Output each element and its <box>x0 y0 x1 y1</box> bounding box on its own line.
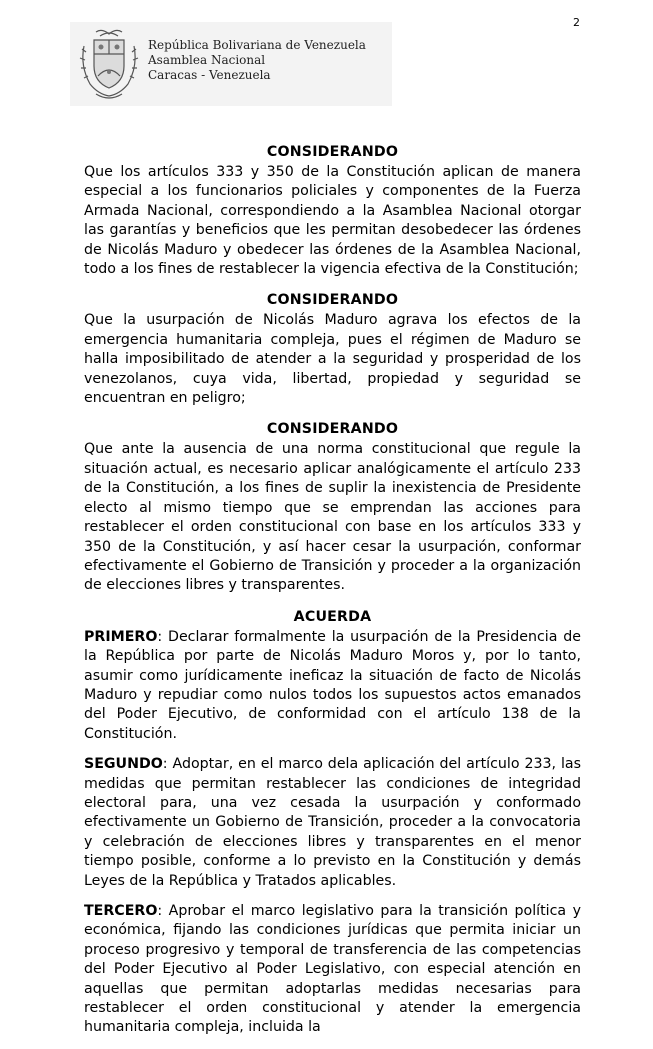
institution-line-1: República Bolivariana de Venezuela <box>148 38 366 52</box>
page-number: 2 <box>573 16 580 29</box>
considerando-paragraph-1: Que los artículos 333 y 350 de la Constitución aplican de manera especial a los funcionarios policiales y componentes de la Fuerza Armada Nacional, correspondiendo a la Asamblea Nacional otorgar las garantías y beneficios que les permitan desobedecer las órdenes de Nicolás Maduro y obedecer las órdenes de la Asamblea Nacional, todo a los fines de restablecer la vigencia efectiva de la Constitución; <box>84 164 581 278</box>
considerando-paragraph-2: Que la usurpación de Nicolás Maduro agrava los efectos de la emergencia humanitaria compleja, pues el régimen de Maduro se halla imposibilitado de atender a la seguridad y prosperidad de los venezolanos, cuya vida, libertad, propiedad y seguridad se encuentran en peligro; <box>84 312 581 407</box>
tercero-text: : Aprobar el marco legislativo para la transición política y económica, fijando las condiciones jurídicas que permita iniciar un proceso progresivo y temporal de transferencia de las competencias del Poder Ejecutivo al Poder Legislativo, con especial atención en aquellas que permitan adoptarlas medidas necesarias para restablecer el orden constitucional y atender la emergencia humanitaria compleja, incluida la <box>84 903 581 1036</box>
acuerda-heading: ACUERDA <box>293 608 372 625</box>
document-body <box>84 142 581 1049</box>
tercero-paragraph <box>84 902 581 1038</box>
institution-block <box>148 38 366 83</box>
considerando-heading-3: CONSIDERANDO <box>266 421 399 438</box>
considerando-heading-1: CONSIDERANDO <box>266 144 399 160</box>
coat-of-arms-icon <box>76 26 142 102</box>
segundo-text: : Adoptar, en el marco dela aplicación del artículo 233, las medidas que permitan restablecer las condiciones de integridad electoral para, una vez cesada la usurpación y conformado efectivamente un Gobierno de Transición, proceder a la convocatoria y celebración de elecciones libres y transparentes en el menor tiempo posible, conforme a lo previsto en la Constitución y demás Leyes de la República y Tratados aplicables. <box>84 756 581 889</box>
primero-text: : Declarar formalmente la usurpación de la Presidencia de la República por parte de Nicolás Maduro Moros y, por lo tanto, asumir como jurídicamente ineficaz la situación de facto de Nicolás Maduro y repudiar como nulos todos los supuestos actos emanados del Poder Ejecutivo, de conformidad con el artículo 138 de la Constitución. <box>84 628 581 742</box>
segundo-label: SEGUNDO <box>84 756 163 773</box>
segundo-paragraph <box>84 755 581 891</box>
letterhead <box>70 22 392 106</box>
primero-paragraph <box>84 628 581 744</box>
considerando-paragraph-3: Que ante la ausencia de una norma constitucional que regule la situación actual, es necesario aplicar analógicamente el artículo 233 de la Constitución, a los fines de suplir la inexistencia de Presidente electo al mismo tiempo que se emprendan las acciones para restablecer el orden constitucional con base en los artículos 333 y 350 de la Constitución, y así hacer cesar la usurpación, conformar efectivamente el Gobierno de Transición y proceder a la organización de elecciones libres y transparentes. <box>84 441 581 594</box>
institution-line-3: Caracas - Venezuela <box>148 68 271 82</box>
institution-line-2: Asamblea Nacional <box>148 53 266 67</box>
considerando-heading-2: CONSIDERANDO <box>266 292 399 309</box>
tercero-label: TERCERO <box>84 903 158 919</box>
primero-label: PRIMERO <box>84 628 158 645</box>
